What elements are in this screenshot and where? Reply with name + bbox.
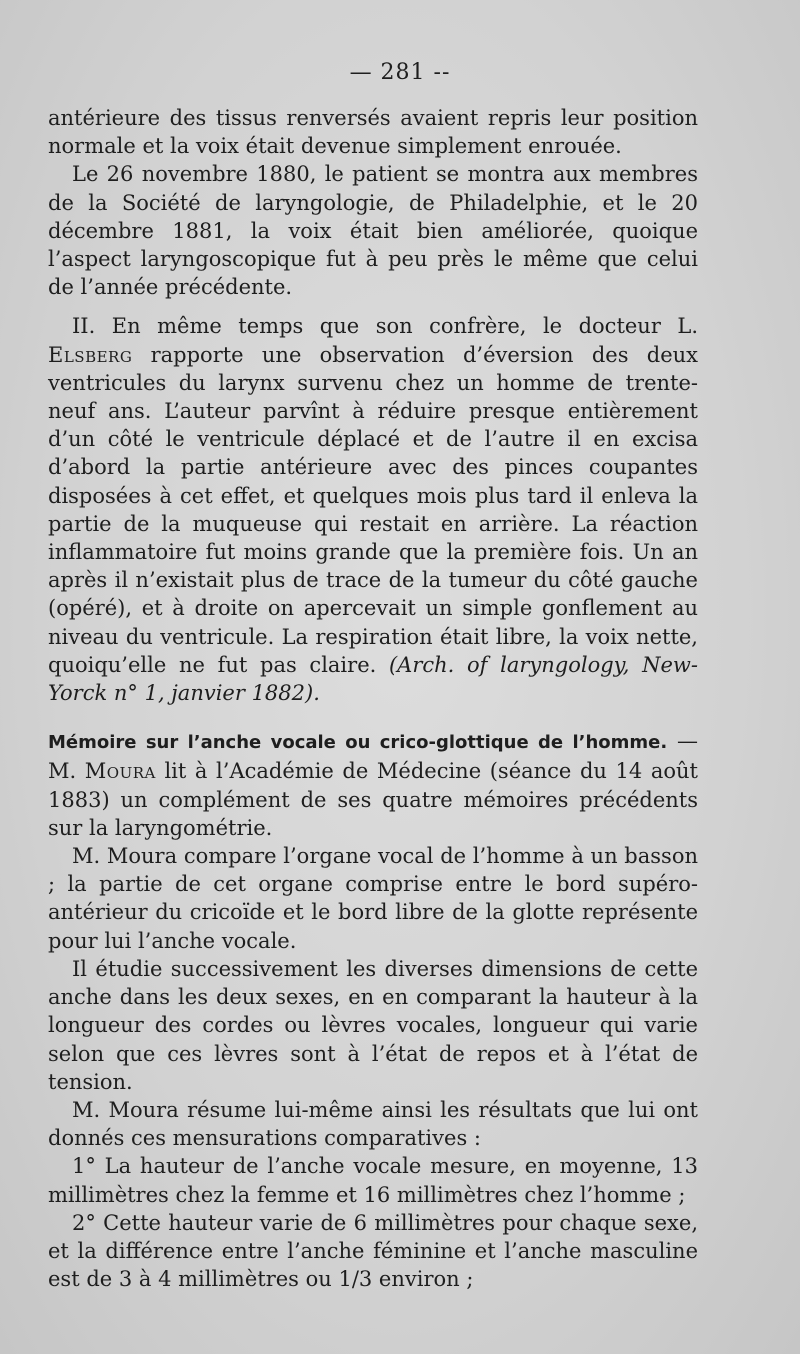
citation-reference: (Arch. of laryngology, New-Yorck n° 1, janvier 1882).: [48, 652, 698, 706]
paragraph-dimensions: Il étudie successivement les diverses dimensions de cette anche dans les deux sexes, en en comparant la hauteur à la longueur des cordes ou lèvres vocales, longueur qui varie selon que ces lèvres sont à l’état de repos et à l’état de tension.: [48, 956, 698, 1094]
moura-lead: — M.: [48, 729, 698, 784]
paragraph-resume: M. Moura résume lui-même ainsi les résultats que lui ont donnés ces mensurations comparatives :: [48, 1097, 698, 1151]
elsberg-lead: II. En même temps que son confrère, le docteur L.: [72, 314, 698, 339]
paragraph-patient-1880: Le 26 novembre 1880, le patient se montra aux membres de la Société de laryngologie, de Philadelphie, et le 20 décembre 1881, la voix était bien améliorée, quoique l’aspect laryngoscopique fut à peu près le même que celui de l’année précédente.: [48, 162, 698, 300]
elsberg-body: rapporte une observation d’éversion des deux ventricules du larynx survenu chez un homme de trente-neuf ans. L’auteur parvînt à réduire presque entièrement d’un côté le ventricule déplacé et de l’autre il en excisa d’abord la partie antérieure avec des pinces coupantes disposées à cet effet, et quelques mois plus tard il enleva la partie de la muqueuse qui restait en arrière. La réaction inflammatoire fut moins grande que la première fois. Un an après il n’existait plus de trace de la tumeur du côté gauche (opéré), et à droite on apercevait un simple gonflement au niveau du ventricule. La respiration était libre, la voix nette, quoiqu’elle ne fut pas claire.: [48, 342, 698, 677]
section-heading: Mémoire sur l’anche vocale ou crico-glottique de l’homme.: [48, 732, 668, 754]
paragraph-elsberg: [48, 312, 698, 707]
body-text: [48, 104, 698, 1293]
author-name-elsberg: Elsberg: [48, 342, 133, 367]
paragraph-basson: M. Moura compare l’organe vocal de l’homme à un basson ; la partie de cet organe comprise entre le bord supéro-antérieur du cricoïde et le bord libre de la glotte représente pour lui l’anche vocale.: [48, 844, 698, 953]
result-item-2: 2° Cette hauteur varie de 6 millimètres pour chaque sexe, et la différence entre l’anche féminine et l’anche masculine est de 3 à 4 millimètres ou 1/3 environ ;: [48, 1210, 698, 1292]
paragraph-continuation: antérieure des tissus renversés avaient repris leur position normale et la voix était devenue simplement enrouée.: [48, 106, 698, 159]
page-number: — 281 --: [349, 60, 451, 85]
moura-body: lit à l’Académie de Médecine (séance du 14 août 1883) un complément de ses quatre mémoires précédents sur la laryngométrie.: [48, 759, 698, 840]
author-name-moura: Moura: [84, 759, 156, 784]
paragraph-moura-memoire: [48, 727, 698, 842]
result-item-1: 1° La hauteur de l’anche vocale mesure, en moyenne, 13 millimètres chez la femme et 16 millimètres chez l’homme ;: [48, 1154, 698, 1207]
